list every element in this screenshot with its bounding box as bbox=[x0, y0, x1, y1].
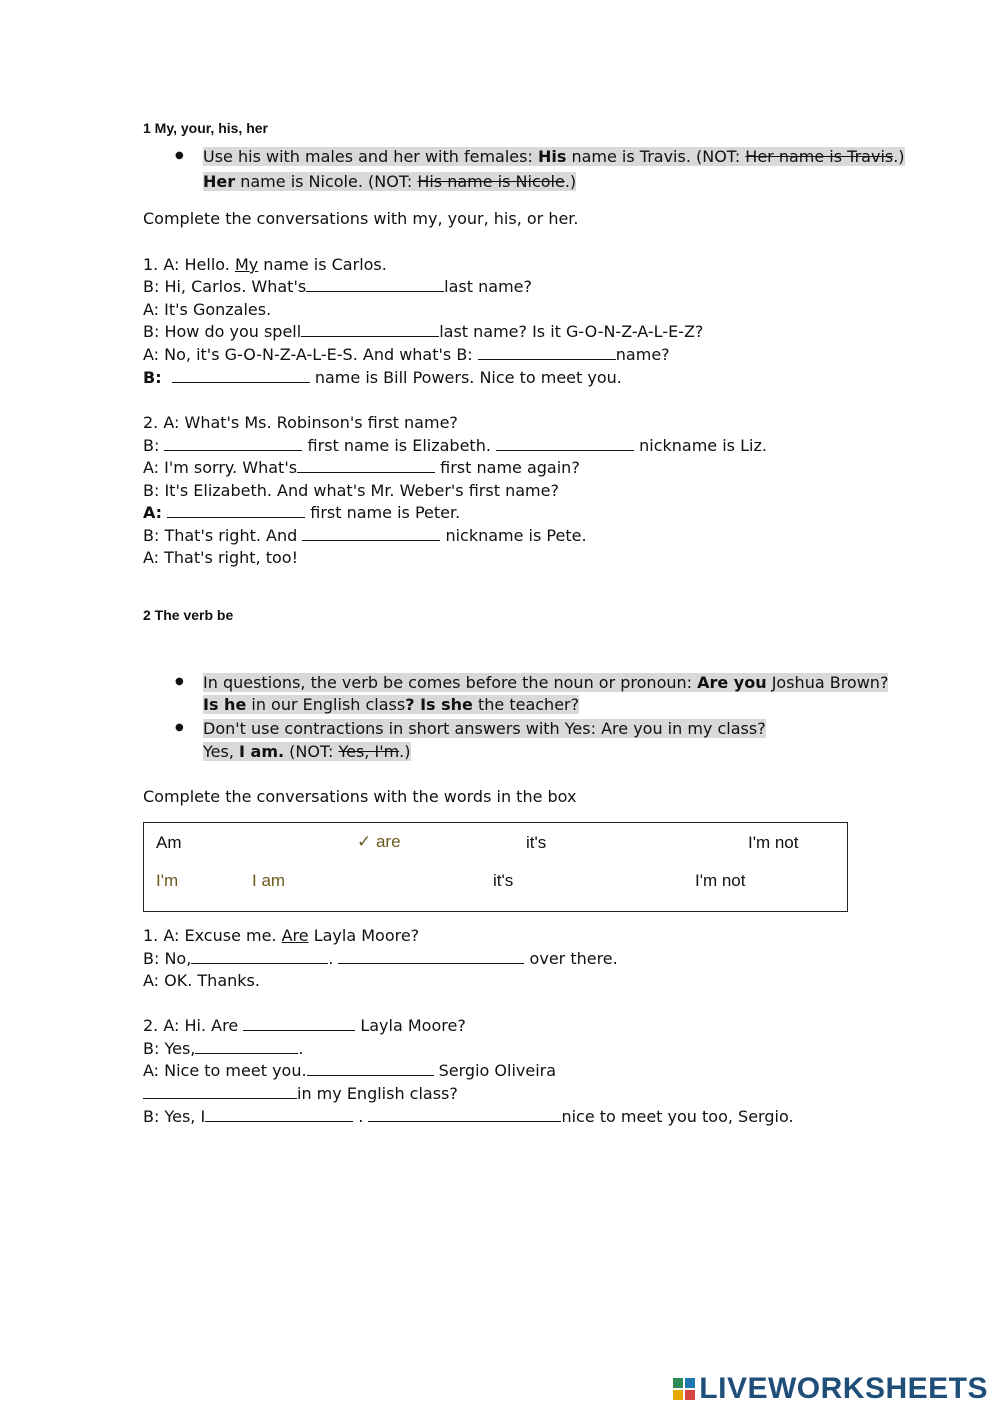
word-im[interactable]: I'm bbox=[156, 871, 179, 890]
word-its[interactable]: it's bbox=[526, 833, 547, 852]
answer-blank[interactable] bbox=[143, 1083, 297, 1099]
example-answer: Are bbox=[281, 926, 309, 945]
conv1-line1: 1. A: Hello. My name is Carlos. bbox=[143, 255, 387, 274]
answer-blank[interactable] bbox=[301, 321, 439, 337]
answer-blank[interactable] bbox=[164, 435, 302, 451]
logo-grid-icon bbox=[673, 1378, 695, 1400]
example-answer: My bbox=[234, 255, 259, 274]
liveworksheets-logo bbox=[673, 1372, 988, 1406]
bullet-icon: ● bbox=[175, 676, 184, 687]
conv1-line4: B: How do you spell last name? Is it G-O-N-Z-A-L-E-Z? bbox=[143, 322, 704, 341]
answer-blank[interactable] bbox=[338, 948, 524, 964]
conv1-line3: A: It's Gonzales. bbox=[143, 300, 272, 319]
rule-his-her-line2: Her name is Nicole. (NOT: His name is Nicole.) bbox=[203, 172, 577, 191]
conv2-line2: B: first name is Elizabeth. nickname is Liz. bbox=[143, 436, 767, 455]
be-conv1-line1: 1. A: Excuse me. Are Layla Moore? bbox=[143, 926, 420, 945]
answer-blank[interactable] bbox=[306, 276, 444, 292]
rule-contractions-line2: Yes, I am. (NOT: Yes, I'm.) bbox=[203, 742, 411, 761]
word-its-2[interactable]: it's bbox=[493, 871, 514, 890]
be-conv1-line3: A: OK. Thanks. bbox=[143, 971, 260, 990]
answer-blank[interactable] bbox=[496, 435, 634, 451]
word-im-not-2[interactable]: I'm not bbox=[695, 871, 746, 890]
be-conv1-line2: B: No, . over there. bbox=[143, 949, 618, 968]
section-1-heading: 1 My, your, his, her bbox=[143, 120, 269, 136]
word-am[interactable]: Am bbox=[156, 833, 182, 852]
conv2-line3: A: I'm sorry. What's first name again? bbox=[143, 458, 580, 477]
section-2-heading: 2 The verb be bbox=[143, 607, 234, 623]
word-im-not[interactable]: I'm not bbox=[748, 833, 799, 852]
word-are-used: ✓ are bbox=[357, 832, 401, 851]
answer-blank[interactable] bbox=[243, 1015, 355, 1031]
conv1-line5: A: No, it's G-O-N-Z-A-L-E-S. And what's B: name? bbox=[143, 345, 670, 364]
conv2-line1: 2. A: What's Ms. Robinson's first name? bbox=[143, 413, 458, 432]
conv2-line4: B: It's Elizabeth. And what's Mr. Weber's first name? bbox=[143, 481, 559, 500]
rule-be-line1: In questions, the verb be comes before the noun or pronoun: Are you Joshua Brown? bbox=[203, 673, 889, 692]
conv1-line6: B: name is Bill Powers. Nice to meet you. bbox=[143, 368, 622, 387]
instruction-1: Complete the conversations with my, your, his, or her. bbox=[143, 209, 579, 228]
answer-blank[interactable] bbox=[297, 457, 435, 473]
be-conv2-line5: B: Yes, I . nice to meet you too, Sergio. bbox=[143, 1107, 794, 1126]
conv1-line2: B: Hi, Carlos. What's last name? bbox=[143, 277, 532, 296]
answer-blank[interactable] bbox=[172, 367, 310, 383]
be-conv2-line3: A: Nice to meet you. Sergio Oliveira bbox=[143, 1061, 557, 1080]
word-i-am[interactable]: I am bbox=[252, 871, 286, 890]
rule-his-her-line1: Use his with males and her with females: His name is Travis. (NOT: Her name is Travis.) bbox=[203, 147, 905, 166]
rule-be-line2: Is he in our English class? Is she the teacher? bbox=[203, 695, 580, 714]
bullet-icon: ● bbox=[175, 150, 184, 161]
bullet-icon: ● bbox=[175, 722, 184, 733]
word-box bbox=[143, 822, 848, 912]
conv2-line6: B: That's right. And nickname is Pete. bbox=[143, 526, 587, 545]
answer-blank[interactable] bbox=[307, 1060, 434, 1076]
conv2-line7: A: That's right, too! bbox=[143, 548, 298, 567]
answer-blank[interactable] bbox=[191, 948, 328, 964]
answer-blank[interactable] bbox=[478, 344, 616, 360]
answer-blank[interactable] bbox=[302, 525, 440, 541]
instruction-2: Complete the conversations with the words in the box bbox=[143, 787, 577, 806]
logo-text: LIVEWORKSHEETS bbox=[699, 1372, 988, 1405]
conv2-line5: A: first name is Peter. bbox=[143, 503, 461, 522]
answer-blank[interactable] bbox=[167, 502, 305, 518]
be-conv2-line1: 2. A: Hi. Are Layla Moore? bbox=[143, 1016, 466, 1035]
rule-contractions-line1: Don't use contractions in short answers with Yes: Are you in my class? bbox=[203, 719, 766, 738]
answer-blank[interactable] bbox=[368, 1106, 561, 1122]
answer-blank[interactable] bbox=[195, 1038, 298, 1054]
answer-blank[interactable] bbox=[205, 1106, 353, 1122]
be-conv2-line2: B: Yes, . bbox=[143, 1039, 304, 1058]
be-conv2-line4: in my English class? bbox=[143, 1083, 458, 1105]
